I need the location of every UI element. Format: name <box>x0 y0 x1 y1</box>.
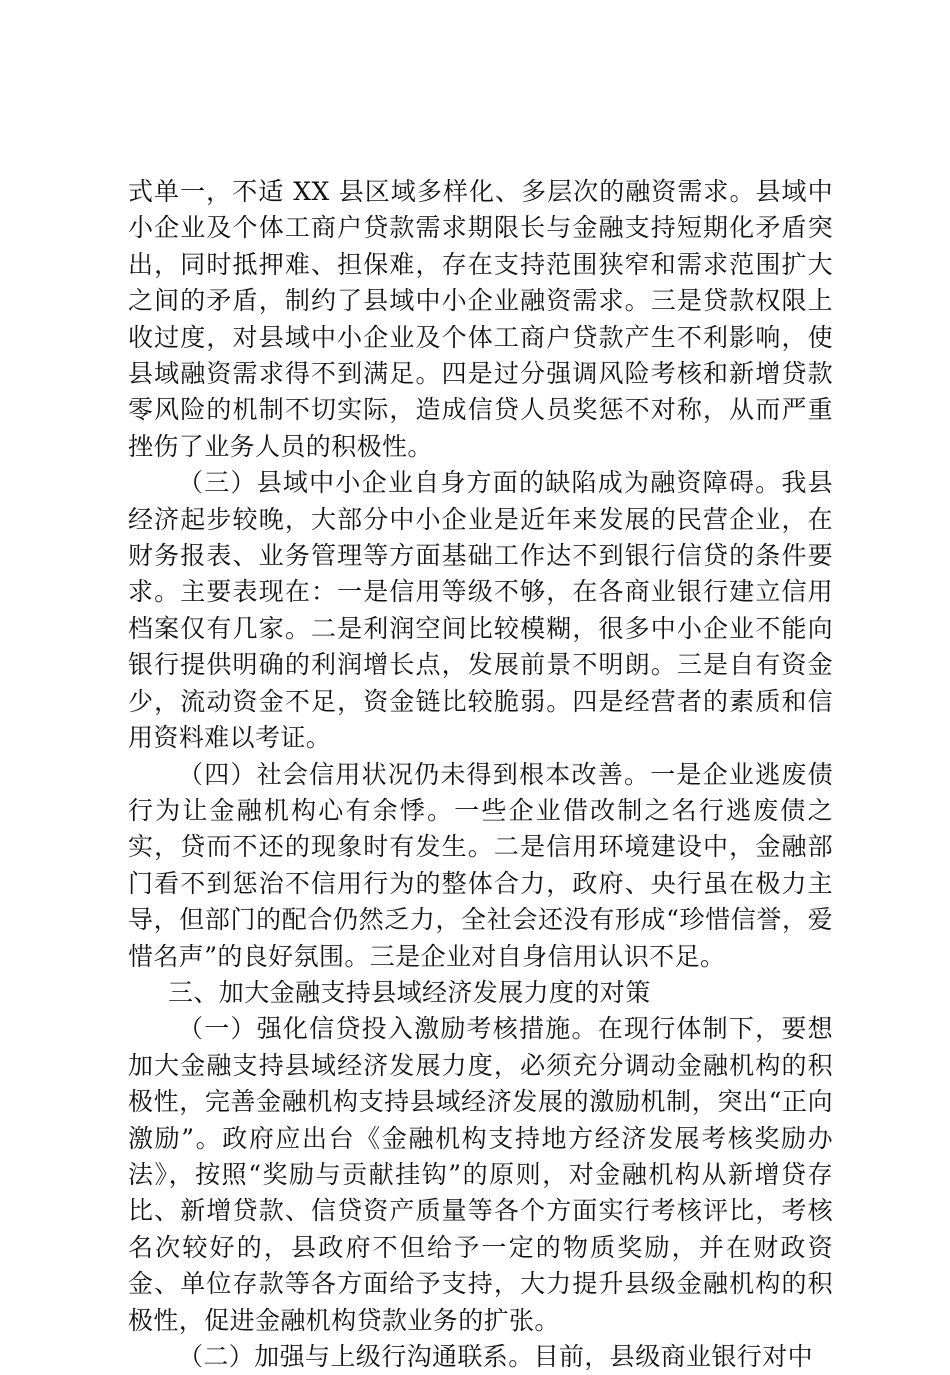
paragraph-measure-2: （二）加强与上级行沟通联系。目前，县级商业银行对中 <box>178 1342 814 1371</box>
paragraph-continuation: 式单一，不适 XX 县区域多样化、多层次的融资需求。县域中小企业及个体工商户贷款需求期限长与金融支持短期化矛盾突出，同时抵押难、担保难，存在支持范围狭窄和需求范围扩大之间的矛盾，制约了县域中小企业融资需求。三是贷款权限上收过度，对县域中小企业及个体工商户贷款产生不利影响，使县域融资需求得不到满足。四是过分强调风险考核和新增贷款零风险的机制不切实际，造成信贷人员奖惩不对称，从而严重挫伤了业务人员的积极性。 <box>128 177 833 461</box>
paragraph-section-3: （三）县域中小企业自身方面的缺陷成为融资障碍。我县经济起步较晚，大部分中小企业是近年来发展的民营企业，在财务报表、业务管理等方面基础工作达不到银行信贷的条件要求。主要表现在：一是信用等级不够，在各商业银行建立信用档案仅有几家。二是利润空间比较模糊，很多中小企业不能向银行提供明确的利润增长点，发展前景不明朗。三是自有资金少，流动资金不足，资金链比较脆弱。四是经营者的素质和信用资料难以考证。 <box>128 468 833 753</box>
paragraph-measure-1: （一）强化信贷投入激励考核措施。在现行体制下，要想加大金融支持县域经济发展力度，必须充分调动金融机构的积极性，完善金融机构支持县域经济发展的激励机制，突出“正向激励”。政府应出台《金融机构支持地方经济发展考核奖励办法》，按照“奖励与贡献挂钩”的原则，对金融机构从新增贷存比、新增贷款、信贷资产质量等各个方面实行考核评比，考核名次较好的，县政府不但给予一定的物质奖励，并在财政资金、单位存款等各方面给予支持，大力提升县级金融机构的积极性，促进金融机构贷款业务的扩张。 <box>128 1014 833 1335</box>
paragraph-section-4: （四）社会信用状况仍未得到根本改善。一是企业逃废债行为让金融机构心有余悸。一些企业借改制之名行逃废债之实，贷而不还的现象时有发生。二是信用环境建设中，金融部门看不到惩治不信用行为的整体合力，政府、央行虽在极力主导，但部门的配合仍然乏力，全社会还没有形成“珍惜信誉，爱惜名声”的良好氛围。三是企业对自身信用认识不足。 <box>128 759 833 971</box>
body-text <box>128 174 833 1375</box>
section-heading: 三、加大金融支持县域经济发展力度的对策 <box>168 977 651 1007</box>
